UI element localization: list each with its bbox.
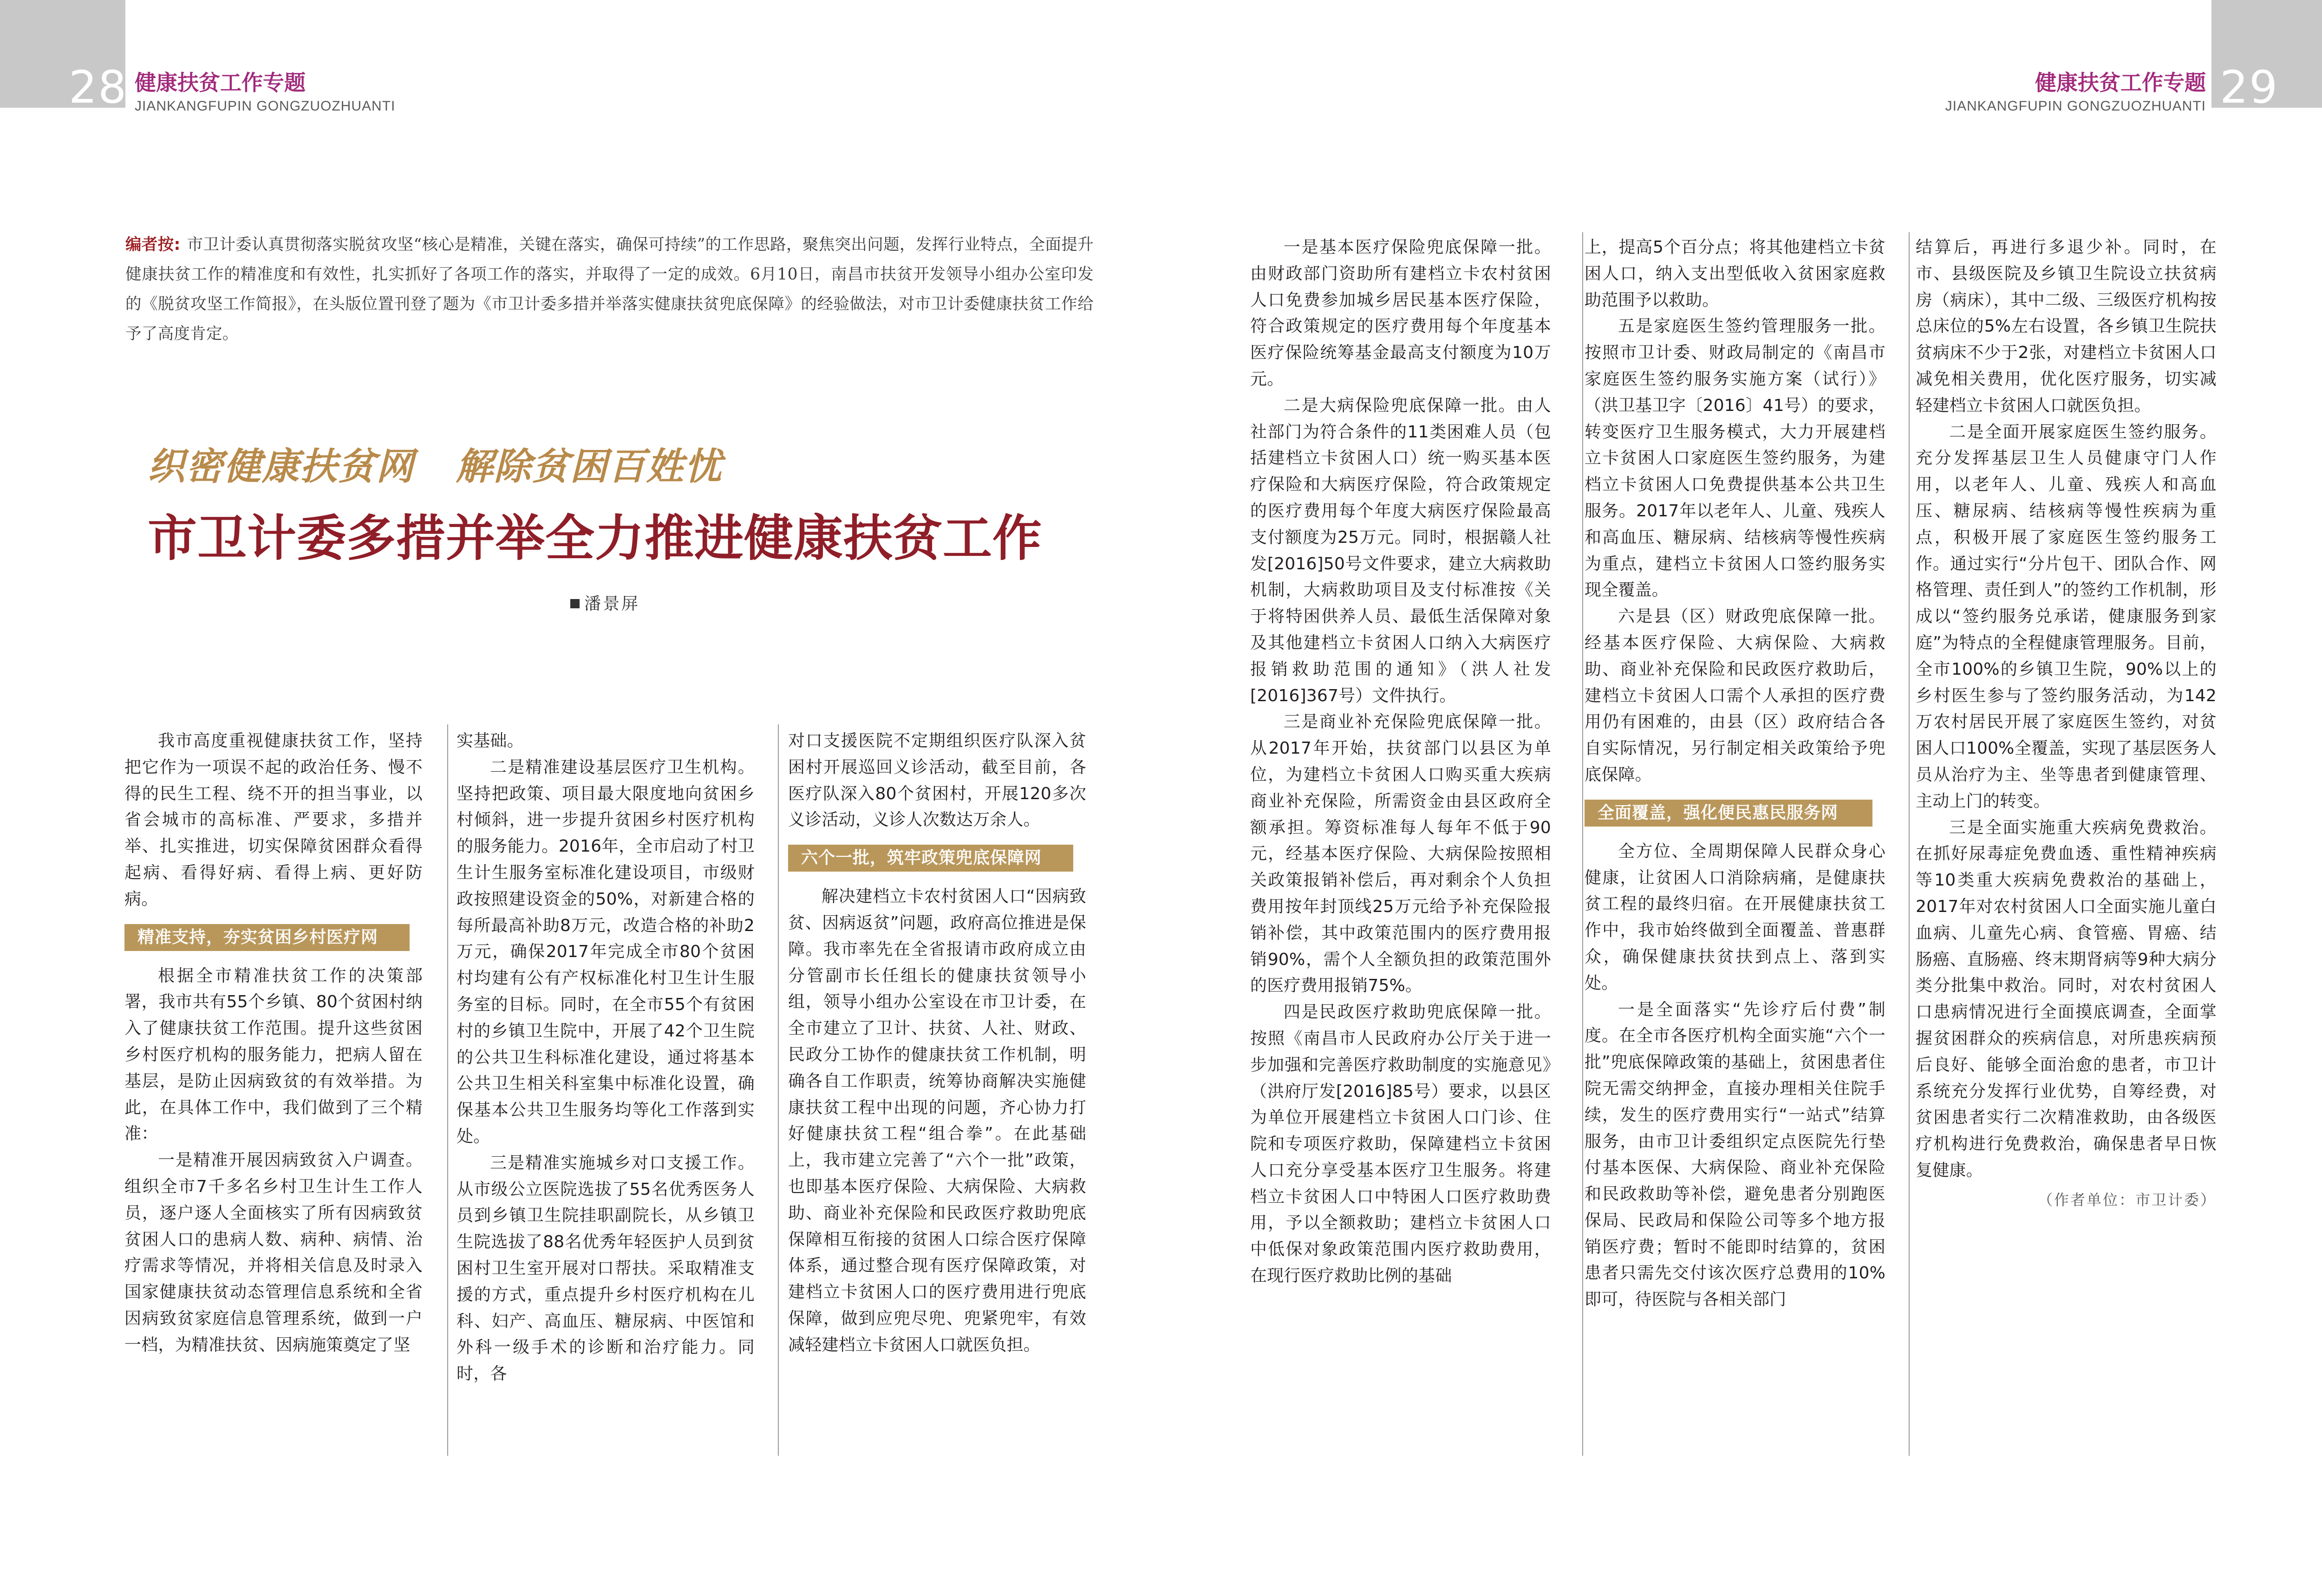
right-page-number: 29: [2220, 61, 2279, 113]
body-column-5: [1585, 235, 1885, 1313]
paragraph: 三是商业补充保险兜底保障一批。从2017年开始，扶贫部门以县区为单位，为建档立卡贫困人口购买重大疾病商业补充保险，所需资金由县区政府全额承担。筹资标准每人每年不低于90元，经基本医疗保险、大病保险按照相关政策报销补偿后，再对剩余个人负担费用按年封顶线25万元给予补充保险报销补偿，其中政策范围内的医疗费用报销90%，需个人全额负担的政策范围外的医疗费用报销75%。: [1250, 712, 1551, 996]
article-title: 市卫计委多措并举全力推进健康扶贫工作: [148, 510, 1042, 567]
body-column-4: [1250, 235, 1551, 1290]
byline-square-icon: [570, 599, 580, 608]
section-heading: 精准支持，夯实贫困乡村医疗网: [124, 924, 410, 951]
paragraph: 六是县（区）财政兜底保障一批。经基本医疗保险、大病保险、大病救助、商业补充保险和民政医疗救助后，建档立卡贫困人口需个人承担的医疗费用仍有困难的，由县（区）政府结合各自实际情况，另行制定相关政策给予兜底保障。: [1585, 607, 1885, 784]
paragraph: 四是民政医疗救助兜底保障一批。按照《南昌市人民政府办公厅关于进一步加强和完善医疗救助制度的实施意见》（洪府厅发[2016]85号）要求，以县区为单位开展建档立卡贫困人口门诊、住院和专项医疗救助，保障建档立卡贫困人口充分享受基本医疗卫生服务。将建档立卡贫困人口中特困人口医疗救助费用，予以全额救助；建档立卡贫困人口中低保对象政策范围内医疗救助费用，在现行医疗救助比例的基础: [1250, 1003, 1551, 1286]
paragraph: 二是全面开展家庭医生签约服务。充分发挥基层卫生人员健康守门人作用，以老年人、儿童、残疾人和高血压、糖尿病、结核病等慢性疾病为重点，积极开展了家庭医生签约服务工作。通过实行“分片包干、团队合作、网格管理、责任到人”的签约工作机制，形成以“签约服务兑承诺，健康服务到家庭”为特点的全程健康管理服务。目前，全市100%的乡镇卫生院，90%以上的乡村医生参与了签约服务活动，为142万农村居民开展了家庭医生签约，对贫困人口100%全覆盖，实现了基层医务人员从治疗为主、坐等患者到健康管理、主动上门的转变。: [1916, 422, 2217, 811]
left-page-number: 28: [69, 61, 128, 113]
section-heading: 全面覆盖，强化便民惠民服务网: [1585, 800, 1872, 827]
paragraph: 三是精准实施城乡对口支援工作。从市级公立医院选拔了55名优秀医务人员到乡镇卫生院挂职副院长，从乡镇卫生院选拔了88名优秀年轻医护人员到贫困村卫生室开展对口帮扶。采取精准支援的方式，重点提升乡村医疗机构在儿科、妇产、高血压、糖尿病、中医馆和外科一级手术的诊断和治疗能力。同时，各: [457, 1153, 755, 1384]
paragraph: 结算后，再进行多退少补。同时，在市、县级医院及乡镇卫生院设立扶贫病房（病床），其中二级、三级医疗机构按总床位的5%左右设置，各乡镇卫生院扶贫病床不少于2张，对建档立卡贫困人口减免相关费用，优化医疗服务，切实减轻建档立卡贫困人口就医负担。: [1916, 238, 2217, 415]
column-rule: [778, 724, 779, 1456]
author-credit: （作者单位：市卫计委）: [2037, 1191, 2217, 1209]
editor-note-label: 编者按:: [125, 235, 181, 254]
column-rule: [447, 724, 448, 1456]
paragraph: 根据全市精准扶贫工作的决策部署，我市共有55个乡镇、80个贫困村纳入了健康扶贫工作范围。提升这些贫困乡村医疗机构的服务能力，把病人留在基层，是防止因病致贫的有效举措。为此，在具体工作中，我们做到了三个精准：: [124, 966, 423, 1144]
paragraph: 一是精准开展因病致贫入户调查。组织全市7千多名乡村卫生计生工作人员，逐户逐人全面核实了所有因病致贫贫困人口的患病人数、病种、病情、治疗需求等情况，并将相关信息及时录入国家健康扶贫动态管理信息系统和全省因病致贫家庭信息管理系统，做到一户一档，为精准扶贫、因病施策奠定了坚: [124, 1151, 423, 1355]
body-column-3: [788, 728, 1086, 1359]
paragraph: 实基础。: [457, 731, 524, 750]
editor-note: [125, 230, 1094, 349]
section-heading: 六个一批，筑牢政策兜底保障网: [788, 845, 1073, 872]
paragraph: 解决建档立卡农村贫困人口“因病致贫、因病返贫”问题，政府高位推进是保障。我市率先在全省报请市政府成立由分管副市长任组长的健康扶贫领导小组，领导小组办公室设在市卫计委，在全市建立了卫计、扶贫、人社、财政、民政分工协作的健康扶贫工作机制，明确各自工作职责，统筹协商解决实施健康扶贫工程中出现的问题，齐心协力打好健康扶贫工程“组合拳”。在此基础上，我市建立完善了“六个一批”政策，也即基本医疗保险、大病保险、大病救助、商业补充保险和民政医疗救助兜底保障相互衔接的贫困人口综合医疗保障体系，通过整合现有医疗保障政策，对建档立卡贫困人口的医疗费用进行兜底保障，做到应兜尽兜、兜紧兜牢，有效减轻建档立卡贫困人口就医负担。: [788, 887, 1086, 1355]
right-header-pinyin: JIANKANGFUPIN GONGZUOZHUANTI: [1945, 98, 2206, 114]
author-name: 潘景屏: [584, 594, 640, 613]
body-column-6: [1916, 235, 2217, 1213]
paragraph: 一是全面落实“先诊疗后付费”制度。在全市各医疗机构全面实施“六个一批”兜底保障政策的基础上，贫困患者住院无需交纳押金，直接办理相关住院手续，发生的医疗费用实行“一站式”结算服务，由市卫计委组织定点医院先行垫付基本医保、大病保险、商业补充保险和民政救助等补偿，避免患者分别跑医保局、民政局和保险公司等多个地方报销医疗费；暂时不能即时结算的，贫困患者只需先交付该次医疗总费用的10%即可，待医院与各相关部门: [1585, 1000, 1885, 1309]
column-rule: [1909, 232, 1910, 1456]
byline: [570, 593, 640, 615]
article-subtitle: 织密健康扶贫网 解除贫困百姓忧: [148, 445, 723, 488]
paragraph: 上，提高5个百分点；将其他建档立卡贫困人口，纳入支出型低收入贫困家庭救助范围予以救助。: [1585, 238, 1885, 310]
paragraph: 全方位、全周期保障人民群众身心健康，让贫困人口消除病痛，是健康扶贫工程的最终归宿。在开展健康扶贫工作中，我市始终做到全面覆盖、普惠群众，确保健康扶贫扶到点上、落到实处。: [1585, 841, 1885, 993]
editor-note-text: 市卫计委认真贯彻落实脱贫攻坚“核心是精准，关键在落实，确保可持续”的工作思路，聚焦突出问题，发挥行业特点，全面提升健康扶贫工作的精准度和有效性，扎实抓好了各项工作的落实，并取得了一定的成效。6月10日，南昌市扶贫开发领导小组办公室印发的《脱贫攻坚工作简报》，在头版位置刊登了题为《市卫计委多措并举落实健康扶贫兜底保障》的经验做法，对市卫计委健康扶贫工作给予了高度肯定。: [125, 235, 1094, 343]
paragraph: 对口支援医院不定期组织医疗队深入贫困村开展巡回义诊活动，截至目前，各医疗队深入80个贫困村，开展120多次义诊活动，义诊人次数达万余人。: [788, 731, 1086, 830]
paragraph: 二是大病保险兜底保障一批。由人社部门为符合条件的11类困难人员（包括建档立卡贫困人口）统一购买基本医疗保险和大病医疗保险，符合政策规定的医疗费用每个年度大病医疗保险最高支付额度为25万元。同时，根据赣人社发[2016]50号文件要求，建立大病救助机制，大病救助项目及支付标准按《关于将特困供养人员、最低生活保障对象及其他建档立卡贫困人口纳入大病医疗报销救助范围的通知》（洪人社发[2016]367号）文件执行。: [1250, 396, 1551, 705]
paragraph: 我市高度重视健康扶贫工作，坚持把它作为一项误不起的政治任务、慢不得的民生工程、绕不开的担当事业，以省会城市的高标准、严要求，多措并举、扎实推进，切实保障贫困群众看得起病、看得好病、看得上病、更好防病。: [124, 731, 423, 909]
paragraph: 五是家庭医生签约管理服务一批。按照市卫计委、财政局制定的《南昌市家庭医生签约服务实施方案（试行）》（洪卫基卫字〔2016〕41号）的要求，转变医疗卫生服务模式，大力开展建档立卡贫困人口家庭医生签约服务，为建档立卡贫困人口免费提供基本公共卫生服务。2017年以老年人、儿童、残疾人和高血压、糖尿病、结核病等慢性疾病为重点，建档立卡贫困人口签约服务实现全覆盖。: [1585, 317, 1885, 600]
body-column-1: [124, 728, 423, 1359]
column-rule: [1582, 232, 1583, 1456]
right-header-title: 健康扶贫工作专题: [2035, 70, 2206, 95]
paragraph: 二是精准建设基层医疗卫生机构。坚持把政策、项目最大限度地向贫困乡村倾斜，进一步提升贫困乡村医疗机构的服务能力。2016年，全市启动了村卫生计生服务室标准化建设项目，市级财政按照建设资金的50%，对新建合格的每所最高补助8万元，改造合格的补助2万元，确保2017年完成全市80个贫困村均建有公有产权标准化村卫生计生服务室的目标。同时，在全市55个有贫困村的乡镇卫生院中，开展了42个卫生院的公共卫生科标准化建设，通过将基本公共卫生相关科室集中标准化设置，确保基本公共卫生服务均等化工作落到实处。: [457, 757, 755, 1146]
left-header-pinyin: JIANKANGFUPIN GONGZUOZHUANTI: [135, 98, 396, 114]
paragraph: 一是基本医疗保险兜底保障一批。由财政部门资助所有建档立卡农村贫困人口免费参加城乡居民基本医疗保险，符合政策规定的医疗费用每个年度基本医疗保险统筹基金最高支付额度为10万元。: [1250, 238, 1551, 389]
body-column-2: [457, 728, 755, 1388]
paragraph: 三是全面实施重大疾病免费救治。在抓好尿毒症免费血透、重性精神疾病等10类重大疾病免费救治的基础上，2017年对农村贫困人口全面实施儿童白血病、儿童先心病、食管癌、胃癌、结肠癌、直肠癌、终末期肾病等9种大病分类分批集中救治。同时，对农村贫困人口患病情况进行全面摸底调查，全面掌握贫困群众的疾病信息，对所患疾病预后良好、能够全面治愈的患者，市卫计系统充分发挥行业优势，自筹经费，对贫困患者实行二次精准救助，由各级医疗机构进行免费救治，确保患者早日恢复健康。: [1916, 818, 2217, 1180]
left-header-title: 健康扶贫工作专题: [135, 70, 306, 95]
